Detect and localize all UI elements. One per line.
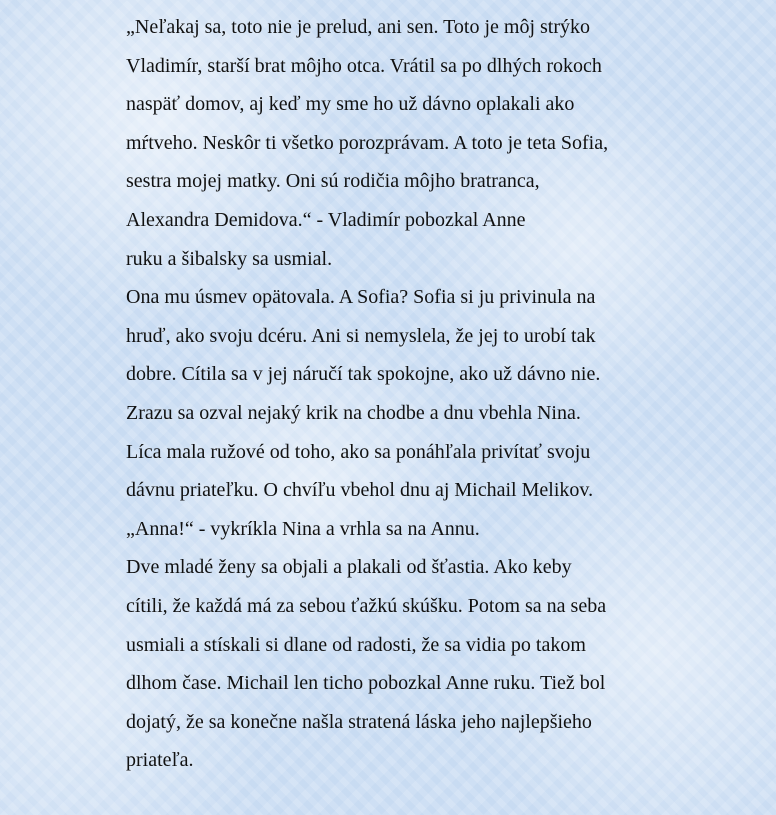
text-line: dobre. Cítila sa v jej náručí tak spokojne, ako už dávno nie. bbox=[126, 363, 601, 386]
text-line: cítili, že každá má za sebou ťažkú skúšku. Potom sa na seba bbox=[126, 594, 607, 617]
text-line: dávnu priateľku. O chvíľu vbehol dnu aj Michail Melikov. bbox=[126, 479, 594, 502]
text-line: priateľa. bbox=[126, 749, 194, 772]
text-line: dlhom čase. Michail len ticho pobozkal Anne ruku. Tiež bol bbox=[126, 672, 606, 695]
text-line: mŕtveho. Neskôr ti všetko porozprávam. A toto je teta Sofia, bbox=[126, 131, 609, 154]
text-line: „Neľakaj sa, toto nie je prelud, ani sen. Toto je môj strýko bbox=[126, 16, 591, 38]
text-line: sestra mojej matky. Oni sú rodičia môjho bratranca, bbox=[126, 170, 540, 193]
text-line: dojatý, že sa konečne našla stratená láska jeho najlepšieho bbox=[126, 710, 592, 733]
text-line: „Anna!“ - vykríkla Nina a vrhla sa na Annu. bbox=[126, 517, 480, 540]
text-line: Líca mala ružové od toho, ako sa ponáhľala privítať svoju bbox=[126, 440, 591, 463]
text-line: Alexandra Demidova.“ - Vladimír pobozkal Anne bbox=[126, 208, 526, 231]
text-line: Vladimír, starší brat môjho otca. Vrátil sa po dlhých rokoch bbox=[126, 54, 602, 77]
text-line: hruď, ako svoju dcéru. Ani si nemyslela, že jej to urobí tak bbox=[126, 324, 596, 347]
document-page bbox=[126, 8, 686, 780]
text-line: Ona mu úsmev opätovala. A Sofia? Sofia si ju privinula na bbox=[126, 286, 596, 309]
text-line: usmiali a stískali si dlane od radosti, že sa vidia po takom bbox=[126, 633, 586, 656]
text-line: Dve mladé ženy sa objali a plakali od šťastia. Ako keby bbox=[126, 556, 572, 579]
text-line: naspäť domov, aj keď my sme ho už dávno oplakali ako bbox=[126, 93, 575, 116]
text-line: ruku a šibalsky sa usmial. bbox=[126, 247, 333, 270]
text-line: Zrazu sa ozval nejaký krik na chodbe a dnu vbehla Nina. bbox=[126, 401, 581, 424]
